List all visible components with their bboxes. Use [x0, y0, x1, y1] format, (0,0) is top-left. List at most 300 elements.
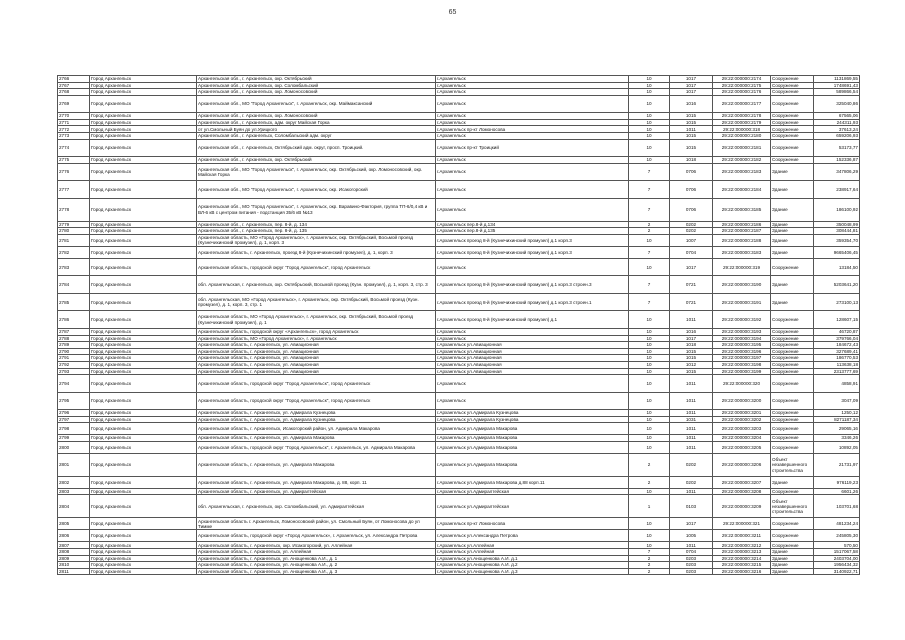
cadastral-number-cell: 29:22:000000:319	[713, 258, 771, 276]
page-number: 65	[448, 9, 457, 16]
object-type-cell: Здание	[771, 181, 814, 199]
row-number-cell: 2789	[58, 342, 90, 349]
code-2-cell: 1011	[670, 375, 713, 393]
object-type-cell: Здание	[771, 246, 814, 258]
table-row	[58, 246, 860, 258]
location-cell: г.Архангельск	[436, 328, 629, 335]
table-row	[58, 126, 860, 133]
cadastral-number-cell: 29:22:000000:3191	[713, 293, 771, 311]
owner-cell: Город Архангельск	[90, 139, 197, 157]
location-cell: г.Архангельск	[436, 375, 629, 393]
code-1-cell: 7	[629, 163, 670, 181]
owner-cell: Город Архангельск	[90, 293, 197, 311]
cadastral-number-cell: 29:22:000000:3215	[713, 562, 771, 569]
row-number-cell: 2768	[58, 89, 90, 96]
location-cell: г.Архангельск	[436, 119, 629, 126]
location-cell: г.Архангельск ул.Адмирала Макарова	[436, 423, 629, 435]
owner-cell: Город Архангельск	[90, 495, 197, 518]
code-1-cell: 10	[629, 375, 670, 393]
object-type-cell: Сооружение	[771, 416, 814, 423]
value-cell: 327689,41	[814, 348, 860, 355]
owner-cell: Город Архангельск	[90, 555, 197, 562]
value-cell: 244311,93	[814, 119, 860, 126]
table-row	[58, 276, 860, 294]
address-cell: Архангельская область, г. Архангельск, проезд 8-й (Кузнечихинский промузел), д. 1, корп. 3	[197, 246, 436, 258]
location-cell: г.Архангельск ул.Анощенкова А.И. д.3	[436, 568, 629, 575]
location-cell: г.Архангельск	[436, 133, 629, 140]
code-2-cell: 1031	[670, 416, 713, 423]
location-cell: г.Архангельск	[436, 113, 629, 120]
owner-cell: Город Архангельск	[90, 368, 197, 375]
cadastral-number-cell: 29:22:000000:3190	[713, 276, 771, 294]
value-cell: 8271187,34	[814, 416, 860, 423]
location-cell: г.Архангельск	[436, 181, 629, 199]
location-cell: г.Архангельск проезд 8-й (Кузнечихинский промузел) д.1 корп.3 строен.3	[436, 276, 629, 294]
owner-cell: Город Архангельск	[90, 246, 197, 258]
row-number-cell: 2766	[58, 76, 90, 83]
object-type-cell: Сооружение	[771, 342, 814, 349]
code-2-cell: 0721	[670, 276, 713, 294]
code-1-cell: 2	[629, 228, 670, 235]
code-2-cell: 1017	[670, 82, 713, 89]
code-1-cell: 10	[629, 139, 670, 157]
owner-cell: Город Архангельск	[90, 234, 197, 246]
owner-cell: Город Архангельск	[90, 198, 197, 221]
table-row	[58, 368, 860, 375]
table-row	[58, 488, 860, 495]
address-cell: обл. Архангельская, г. Архангельск, окр. Октябрьский, Восьмой проезд (Кузн. промузел), д. 1, корп. 3, стр. 3	[197, 276, 436, 294]
location-cell: г.Архангельск пр-кт Ломоносова	[436, 518, 629, 530]
value-cell: 186770,53	[814, 355, 860, 362]
table-row	[58, 555, 860, 562]
row-number-cell: 2776	[58, 163, 90, 181]
value-cell: 6601,26	[814, 488, 860, 495]
code-1-cell: 10	[629, 119, 670, 126]
location-cell: г.Архангельск ул.Александра Петрова	[436, 530, 629, 542]
owner-cell: Город Архангельск	[90, 163, 197, 181]
value-cell: 589866,54	[814, 89, 860, 96]
cadastral-number-cell: 29:22:000000:2179	[713, 119, 771, 126]
code-2-cell: 0203	[670, 562, 713, 569]
code-1-cell: 7	[629, 549, 670, 556]
address-cell: Архангельская обл., г. Архангельск, пер. 8-й, д. 135	[197, 228, 436, 235]
code-2-cell: 1015	[670, 119, 713, 126]
value-cell: 113638,18	[814, 361, 860, 368]
code-2-cell: 1011	[670, 410, 713, 417]
code-1-cell: 10	[629, 342, 670, 349]
address-cell: Архангельская область, г. Архангельск, ул. Адмирала Кузнецова	[197, 416, 436, 423]
object-type-cell: Сооружение	[771, 311, 814, 329]
location-cell: г.Архангельск ул.Аллейная	[436, 549, 629, 556]
owner-cell: Город Архангельск	[90, 95, 197, 113]
object-type-cell: Сооружение	[771, 82, 814, 89]
location-cell: г.Архангельск ул.Адмирала Кузнецова	[436, 410, 629, 417]
object-type-cell: Сооружение	[771, 368, 814, 375]
row-number-cell: 2802	[58, 476, 90, 488]
table-row	[58, 423, 860, 435]
value-cell: 347806,29	[814, 163, 860, 181]
code-1-cell: 10	[629, 423, 670, 435]
code-2-cell: 0202	[670, 476, 713, 488]
table-row	[58, 163, 860, 181]
address-cell: Архангельская обл., г. Архангельск, пер. 8-й, д. 134	[197, 221, 436, 228]
code-1-cell: 10	[629, 488, 670, 495]
code-2-cell: 0706	[670, 198, 713, 221]
cadastral-number-cell: 29:22:000000:2175	[713, 82, 771, 89]
address-cell: Архангельская область, г. Архангельск, ул. Адмирала Кузнецова	[197, 410, 436, 417]
row-number-cell: 2801	[58, 453, 90, 476]
table-row	[58, 361, 860, 368]
row-number-cell: 2767	[58, 82, 90, 89]
code-2-cell: 0203	[670, 568, 713, 575]
address-cell: Архангельская обл., г. Архангельск, адм. округ Майская Горка	[197, 119, 436, 126]
row-number-cell: 2800	[58, 441, 90, 453]
address-cell: Архангельская область, г. Архангельск, ул. Адмиралтейская	[197, 488, 436, 495]
row-number-cell: 2797	[58, 416, 90, 423]
cadastral-number-cell: 29:22:000000:3206	[713, 453, 771, 476]
object-type-cell: Сооружение	[771, 95, 814, 113]
code-1-cell: 10	[629, 530, 670, 542]
value-cell: 67565,06	[814, 113, 860, 120]
object-type-cell: Здание	[771, 228, 814, 235]
code-1-cell: 10	[629, 76, 670, 83]
table-row	[58, 82, 860, 89]
owner-cell: Город Архангельск	[90, 221, 197, 228]
cadastral-number-cell: 29:22:000000:2176	[713, 89, 771, 96]
location-cell: г.Архангельск ул.Авиационная	[436, 348, 629, 355]
location-cell: г.Архангельск ул.Адмиралтейская	[436, 495, 629, 518]
address-cell: от ул.Смольный Буян до ул.Урицкого	[197, 126, 436, 133]
code-2-cell: 1016	[670, 95, 713, 113]
code-1-cell: 10	[629, 95, 670, 113]
address-cell: Архангельская область, г. Архангельск, Исакогорский район, ул. Адмирала Макарова	[197, 423, 436, 435]
code-2-cell: 1011	[670, 392, 713, 410]
table-body	[58, 76, 860, 575]
location-cell: г.Архангельск ул.Адмирала Макарова	[436, 453, 629, 476]
location-cell: г.Архангельск ул.Адмирала Кузнецова	[436, 416, 629, 423]
table-row	[58, 530, 860, 542]
owner-cell: Город Архангельск	[90, 476, 197, 488]
table-row	[58, 375, 860, 393]
object-type-cell: Сооружение	[771, 518, 814, 530]
cadastral-number-cell: 29:22:000000:3204	[713, 435, 771, 442]
row-number-cell: 2807	[58, 542, 90, 549]
cadastral-number-cell: 29:22:000000:3216	[713, 568, 771, 575]
location-cell: г.Архангельск ул.Авиационная	[436, 355, 629, 362]
value-cell: 152336,87	[814, 157, 860, 164]
row-number-cell: 2786	[58, 311, 90, 329]
value-cell: 4858,91	[814, 375, 860, 393]
owner-cell: Город Архангельск	[90, 410, 197, 417]
value-cell: 379766,04	[814, 335, 860, 342]
cadastral-number-cell: 29:22:000000:2188	[713, 234, 771, 246]
code-2-cell: 0706	[670, 181, 713, 199]
location-cell: г.Архангельск ул.Адмиралтейская	[436, 488, 629, 495]
code-2-cell: 1005	[670, 530, 713, 542]
object-type-cell: Здание	[771, 276, 814, 294]
object-type-cell: Сооружение	[771, 328, 814, 335]
object-type-cell: Сооружение	[771, 375, 814, 393]
row-number-cell: 2793	[58, 368, 90, 375]
cadastral-number-cell: 29:22:000000:3200	[713, 392, 771, 410]
row-number-cell: 2780	[58, 228, 90, 235]
owner-cell: Город Архангельск	[90, 335, 197, 342]
object-type-cell: Сооружение	[771, 335, 814, 342]
code-1-cell: 2	[629, 568, 670, 575]
object-type-cell: Здание	[771, 549, 814, 556]
code-1-cell: 7	[629, 181, 670, 199]
cadastral-number-cell: 29:22:000000:2184	[713, 181, 771, 199]
cadastral-number-cell: 29:22:000000:3208	[713, 488, 771, 495]
location-cell: г.Архангельск ул.Адмирала Макарова	[436, 435, 629, 442]
address-cell: Архангельская обл., МО "Город Архангельск", г. Архангельск, окр. Маймаксанский	[197, 95, 436, 113]
code-1-cell: 10	[629, 82, 670, 89]
table-row	[58, 342, 860, 349]
value-cell: 481234,24	[814, 518, 860, 530]
location-cell: г.Архангельск	[436, 95, 629, 113]
code-1-cell: 10	[629, 518, 670, 530]
code-2-cell: 1015	[670, 355, 713, 362]
code-2-cell: 1015	[670, 139, 713, 157]
object-type-cell: Сооружение	[771, 392, 814, 410]
table-row	[58, 234, 860, 246]
object-type-cell: Сооружение	[771, 126, 814, 133]
row-number-cell: 2809	[58, 555, 90, 562]
value-cell: 184672,43	[814, 342, 860, 349]
code-1-cell: 2	[629, 453, 670, 476]
property-registry-table	[57, 75, 860, 575]
object-type-cell: Сооружение	[771, 542, 814, 549]
address-cell: Архангельская область, г. Архангельск, ул. Авиационная	[197, 361, 436, 368]
table-row	[58, 549, 860, 556]
value-cell: 2313777,69	[814, 368, 860, 375]
address-cell: Архангельская область, МО «Город Архангельск», г. Архангельск	[197, 335, 436, 342]
row-number-cell: 2770	[58, 113, 90, 120]
table-row	[58, 293, 860, 311]
address-cell: Архангельская обл., МО "Город Архангельск", г. Архангельск, окр. Исакогорский	[197, 181, 436, 199]
cadastral-number-cell: 29:22:000000:3198	[713, 361, 771, 368]
value-cell: 9665406,45	[814, 246, 860, 258]
cadastral-number-cell: 29:22:000000:2187	[713, 228, 771, 235]
code-2-cell: 0203	[670, 555, 713, 562]
row-number-cell: 2805	[58, 518, 90, 530]
location-cell: г.Архангельск	[436, 163, 629, 181]
value-cell: 976119,23	[814, 476, 860, 488]
object-type-cell: Здание	[771, 555, 814, 562]
address-cell: Архангельская обл., МО "Город Архангельск", г. Архангельск, окр. Октябрьский, окр. Ломоносовский, окр. Майская Горка	[197, 163, 436, 181]
location-cell: г.Архангельск проезд 8-й (Кузнечихинский промузел) д.1	[436, 311, 629, 329]
location-cell: г.Архангельск ул.Адмирала Макарова	[436, 441, 629, 453]
owner-cell: Город Архангельск	[90, 276, 197, 294]
code-1-cell: 10	[629, 113, 670, 120]
value-cell: 21731,97	[814, 453, 860, 476]
owner-cell: Город Архангельск	[90, 518, 197, 530]
row-number-cell: 2808	[58, 549, 90, 556]
table-row	[58, 348, 860, 355]
value-cell: 1131869,55	[814, 76, 860, 83]
value-cell: 3140922,71	[814, 568, 860, 575]
code-2-cell: 1012	[670, 361, 713, 368]
object-type-cell: Сооружение	[771, 435, 814, 442]
cadastral-number-cell: 29:22:000000:3212	[713, 542, 771, 549]
location-cell: г.Архангельск	[436, 157, 629, 164]
owner-cell: Город Архангельск	[90, 342, 197, 349]
cadastral-number-cell: 29:22:000000:3183	[713, 246, 771, 258]
code-1-cell: 2	[629, 221, 670, 228]
code-1-cell: 10	[629, 368, 670, 375]
table-row	[58, 228, 860, 235]
value-cell: 29065,16	[814, 423, 860, 435]
code-2-cell: 1018	[670, 157, 713, 164]
location-cell: г.Архангельск пер.8-й д.134	[436, 221, 629, 228]
owner-cell: Город Архангельск	[90, 392, 197, 410]
code-2-cell: 1011	[670, 423, 713, 435]
value-cell: 308444,81	[814, 228, 860, 235]
cadastral-number-cell: 29:22:000000:3203	[713, 423, 771, 435]
code-2-cell: 1017	[670, 335, 713, 342]
object-type-cell: Сооружение	[771, 76, 814, 83]
row-number-cell: 2783	[58, 258, 90, 276]
address-cell: Архангельская область, МО «Город Архангельск», г. Архангельск, окр. Октябрьский, Восьмой проезд (Кузнечихинский промузел), д. 1, корп. 3	[197, 234, 436, 246]
cadastral-number-cell: 29:22:000000:321	[713, 518, 771, 530]
code-2-cell: 1011	[670, 441, 713, 453]
object-type-cell: Сооружение	[771, 113, 814, 120]
location-cell: г.Архангельск ул.Авиационная	[436, 361, 629, 368]
value-cell: 3346,26	[814, 435, 860, 442]
row-number-cell: 2777	[58, 181, 90, 199]
cadastral-number-cell: 29:22:000000:3199	[713, 368, 771, 375]
row-number-cell: 2811	[58, 568, 90, 575]
code-1-cell: 2	[629, 476, 670, 488]
value-cell: 1517067,58	[814, 549, 860, 556]
location-cell: г.Архангельск	[436, 335, 629, 342]
location-cell: г.Архангельск	[436, 392, 629, 410]
location-cell: г.Архангельск проезд 8-й (Кузнечихинский промузел) д.1 корп.3 строен.1	[436, 293, 629, 311]
owner-cell: Город Архангельск	[90, 82, 197, 89]
code-2-cell: 1017	[670, 258, 713, 276]
cadastral-number-cell: 29:22:000000:2186	[713, 221, 771, 228]
cadastral-number-cell: 29:22:000000:2181	[713, 139, 771, 157]
object-type-cell: Сооружение	[771, 530, 814, 542]
table-row	[58, 113, 860, 120]
object-type-cell: Сооружение	[771, 119, 814, 126]
code-2-cell: 1015	[670, 348, 713, 355]
cadastral-number-cell: 29:22:000000:3193	[713, 328, 771, 335]
location-cell: г.Архангельск проезд 8-й (Кузнечихинский промузел) д.1 корп.3	[436, 234, 629, 246]
value-cell: 273100,13	[814, 293, 860, 311]
object-type-cell: Сооружение	[771, 157, 814, 164]
owner-cell: Город Архангельск	[90, 89, 197, 96]
code-2-cell: 0706	[670, 163, 713, 181]
location-cell: г.Архангельск	[436, 82, 629, 89]
cadastral-number-cell: 29:22:000000:3197	[713, 355, 771, 362]
cadastral-number-cell: 29:22:000000:3213	[713, 549, 771, 556]
value-cell: 1250,12	[814, 410, 860, 417]
code-2-cell: 1011	[670, 311, 713, 329]
location-cell: г.Архангельск проезд 8-й (Кузнечихинский промузел) д.1 корп.3	[436, 246, 629, 258]
address-cell: Архангельская область, городской округ "Город Архангельск", город Архангельск	[197, 375, 436, 393]
cadastral-number-cell: 29:22:000000:3196	[713, 348, 771, 355]
location-cell: г.Архангельск	[436, 89, 629, 96]
location-cell: г.Архангельск ул.Анощенкова А.И. д.2	[436, 562, 629, 569]
table-row	[58, 562, 860, 569]
code-2-cell: 1015	[670, 113, 713, 120]
table-row	[58, 453, 860, 476]
code-1-cell: 10	[629, 234, 670, 246]
object-type-cell: Здание	[771, 163, 814, 181]
row-number-cell: 2791	[58, 355, 90, 362]
location-cell: г.Архангельск ул.Адмирала Макарова д.88 корп.11	[436, 476, 629, 488]
address-cell: Архангельская обл., г. Архангельск, окр. Ломоносовский	[197, 113, 436, 120]
value-cell: 570,50	[814, 542, 860, 549]
owner-cell: Город Архангельск	[90, 562, 197, 569]
value-cell: 46720,87	[814, 328, 860, 335]
row-number-cell: 2798	[58, 423, 90, 435]
address-cell: Архангельская область, г. Архангельск, ул. Анощенкова А.И., д. 2	[197, 562, 436, 569]
table-row	[58, 410, 860, 417]
cadastral-number-cell: 29:22:000000:3207	[713, 476, 771, 488]
address-cell: Архангельская область, г. Архангельск, ул. Адмирала Макарова, д. 88, корп. 11	[197, 476, 436, 488]
code-2-cell: 1017	[670, 518, 713, 530]
table-row	[58, 157, 860, 164]
cadastral-number-cell: 29:22:000000:3195	[713, 342, 771, 349]
table-row	[58, 133, 860, 140]
row-number-cell: 2795	[58, 392, 90, 410]
object-type-cell: Здание	[771, 198, 814, 221]
table-row	[58, 416, 860, 423]
table-row	[58, 355, 860, 362]
table-row	[58, 119, 860, 126]
owner-cell: Город Архангельск	[90, 530, 197, 542]
value-cell: 13184,50	[814, 258, 860, 276]
row-number-cell: 2796	[58, 410, 90, 417]
cadastral-number-cell: 29:22:000000:3214	[713, 555, 771, 562]
location-cell: г.Архангельск	[436, 198, 629, 221]
code-1-cell: 7	[629, 246, 670, 258]
table-row	[58, 568, 860, 575]
object-type-cell: Объект незавершенного строительства	[771, 453, 814, 476]
code-2-cell: 1017	[670, 76, 713, 83]
value-cell: 128607,15	[814, 311, 860, 329]
code-1-cell: 10	[629, 355, 670, 362]
owner-cell: Город Архангельск	[90, 258, 197, 276]
address-cell: Архангельская область, г. Архангельск, ул. Авиационная	[197, 348, 436, 355]
value-cell: 245805,30	[814, 530, 860, 542]
code-1-cell: 2	[629, 562, 670, 569]
code-2-cell: 1017	[670, 89, 713, 96]
location-cell: г.Архангельск ул.Авиационная	[436, 342, 629, 349]
table-row	[58, 441, 860, 453]
object-type-cell: Сооружение	[771, 89, 814, 96]
address-cell: Архангельская область г. Архангельск, Ломоносовский район, ул. Смольный Буян, от Ломоносова до ул Тимме	[197, 518, 436, 530]
code-2-cell: 1011	[670, 542, 713, 549]
owner-cell: Город Архангельск	[90, 76, 197, 83]
row-number-cell: 2804	[58, 495, 90, 518]
row-number-cell: 2788	[58, 335, 90, 342]
object-type-cell: Здание	[771, 234, 814, 246]
row-number-cell: 2784	[58, 276, 90, 294]
owner-cell: Город Архангельск	[90, 568, 197, 575]
owner-cell: Город Архангельск	[90, 119, 197, 126]
object-type-cell: Объект незавершенного строительства	[771, 495, 814, 518]
code-1-cell: 10	[629, 361, 670, 368]
table-row	[58, 335, 860, 342]
value-cell: 238917,64	[814, 181, 860, 199]
table-row	[58, 181, 860, 199]
value-cell: 1956434,32	[814, 562, 860, 569]
object-type-cell: Сооружение	[771, 348, 814, 355]
object-type-cell: Здание	[771, 562, 814, 569]
